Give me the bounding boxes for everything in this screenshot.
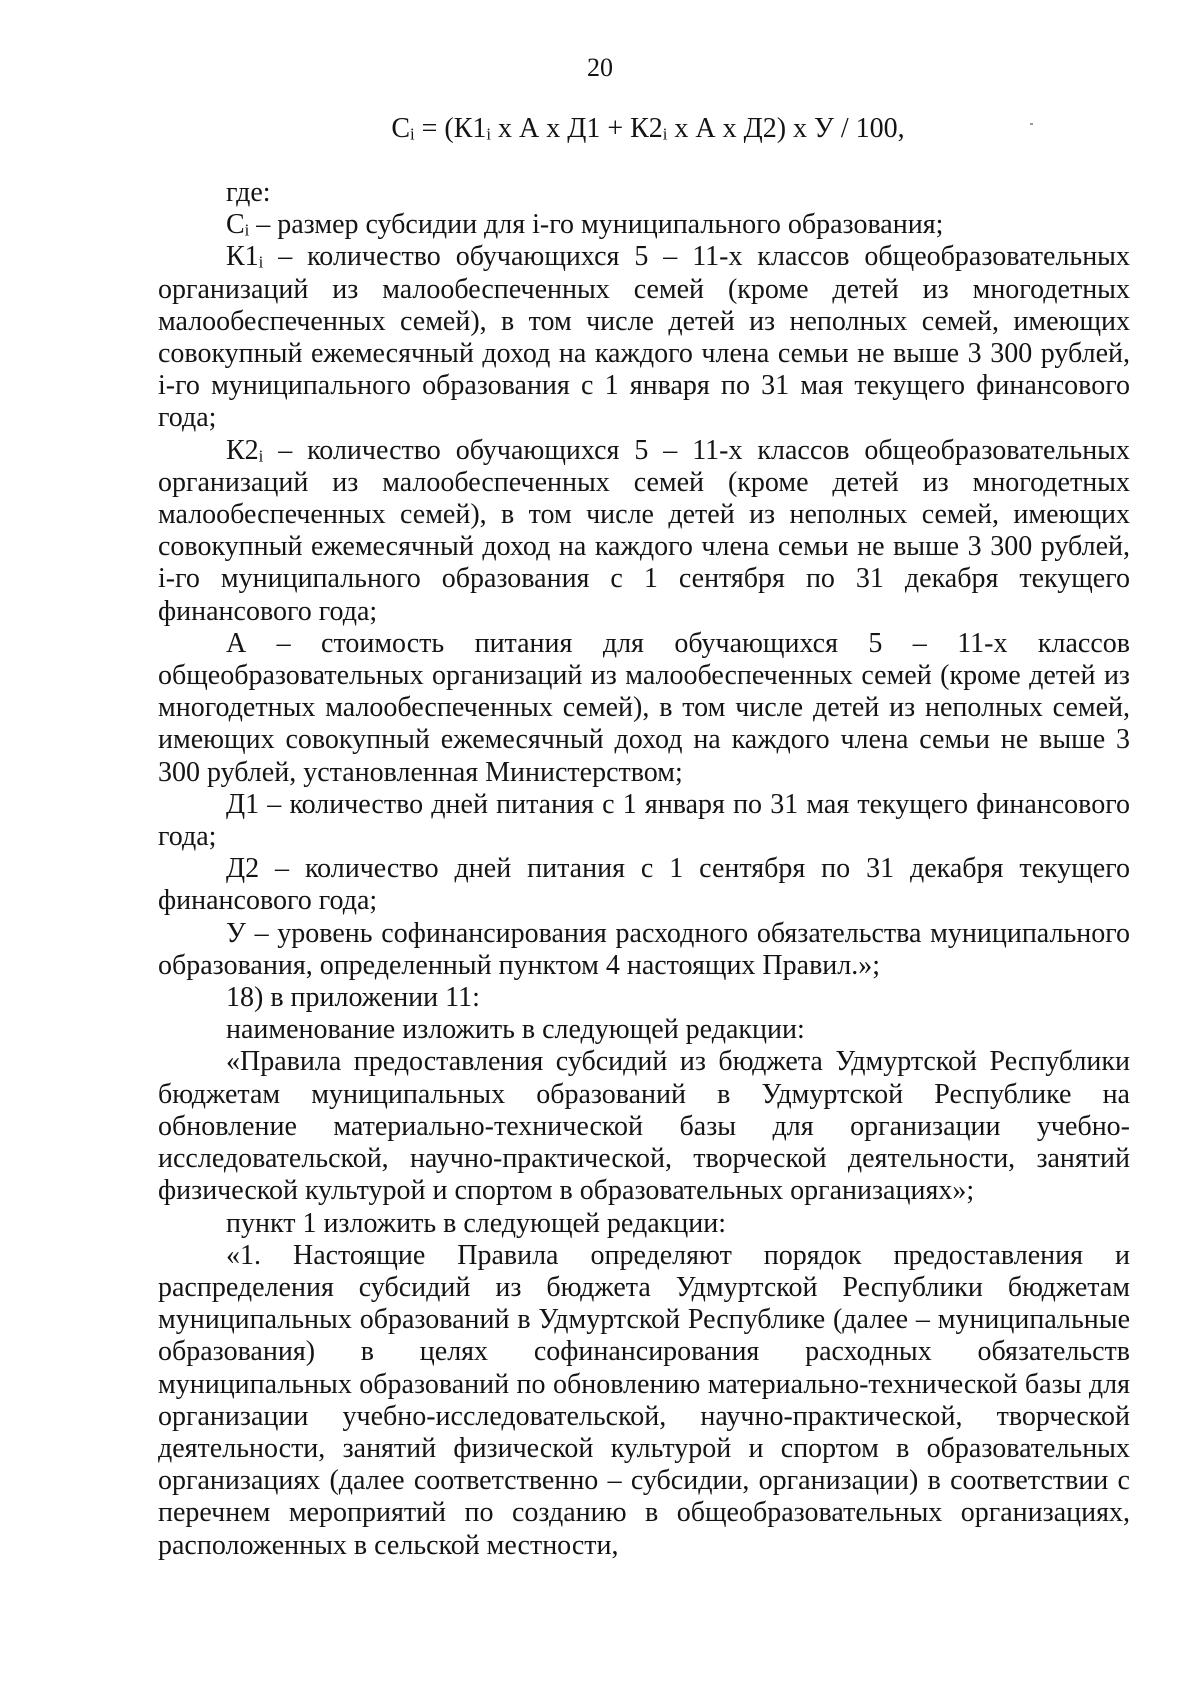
page-number: 20 <box>587 53 613 82</box>
paragraph-where: где: <box>226 177 271 208</box>
paragraph-item-18: 18) в приложении 11: <box>226 982 480 1014</box>
subsidy-formula: Cᵢ = (К1ᵢ x А x Д1 + К2ᵢ x А x Д2) x У / 100, <box>391 113 905 144</box>
paragraph-rules-title: «Правила предоставления субсидий из бюджета Удмуртской Республики бюджетам муниципальных образований в Удмуртской Республике на обновление материально-технической базы для организации учебно-исследовательской, научно-практической, творческой деятельности, занятий физической культурой и спортом в образовательных организациях»; <box>158 1046 1130 1207</box>
paragraph-point1-text: «1. Настоящие Правила определяют порядок предоставления и распределения субсидий из бюджета Удмуртской Республики бюджетам муниципальных образований в Удмуртской Республике (далее – муниципальные образования) в целях софинансирования расходных обязательств муниципальных образований по обновлению материально-технической базы для организации учебно-исследовательской, научно-практической, творческой деятельности, занятий физической культурой и спортом в образовательных организациях (далее соответственно – субсидии, организации) в соответствии с перечнем мероприятий по созданию в общеобразовательных организациях, расположенных в сельской местности, <box>158 1239 1130 1561</box>
paragraph-title-instruction: наименование изложить в следующей редакции: <box>226 1014 805 1046</box>
paragraph-point1-instruction: пункт 1 изложить в следующей редакции: <box>226 1207 726 1239</box>
paragraph-definition-a: А – стоимость питания для обучающихся 5 – 11-х классов общеобразовательных организаций из малообеспеченных семей (кроме детей из многодетных малообеспеченных семей), в том числе детей из неполных семей, имеющих совокупный ежемесячный доход на каждого члена семьи не выше 3 300 рублей, установленная Министерством; <box>158 627 1130 788</box>
scan-speck <box>1030 123 1033 125</box>
paragraph-definition-c: Cᵢ – размер субсидии для i-го муниципального образования; <box>226 209 944 241</box>
paragraph-definition-d2: Д2 – количество дней питания с 1 сентября по 31 декабря текущего финансового года; <box>158 853 1130 917</box>
paragraph-definition-k2: К2ᵢ – количество обучающихся 5 – 11-х классов общеобразовательных организаций из малообеспеченных семей (кроме детей из многодетных малообеспеченных семей), в том числе детей из неполных семей, имеющих совокупный ежемесячный доход на каждого члена семьи не выше 3 300 рублей, i-го муниципального образования с 1 сентября по 31 декабря текущего финансового года; <box>158 434 1130 627</box>
paragraph-definition-d1: Д1 – количество дней питания с 1 января по 31 мая текущего финансового года; <box>158 788 1130 853</box>
paragraph-definition-u: У – уровень софинансирования расходного обязательства муниципального образования, определенный пунктом 4 настоящих Правил.»; <box>158 917 1130 981</box>
paragraph-definition-k1: К1ᵢ – количество обучающихся 5 – 11-х классов общеобразовательных организаций из малообеспеченных семей (кроме детей из многодетных малообеспеченных семей), в том числе детей из неполных семей, имеющих совокупный ежемесячный доход на каждого члена семьи не выше 3 300 рублей, i-го муниципального образования с 1 января по 31 мая текущего финансового года; <box>158 241 1130 434</box>
document-body <box>158 177 1130 1562</box>
